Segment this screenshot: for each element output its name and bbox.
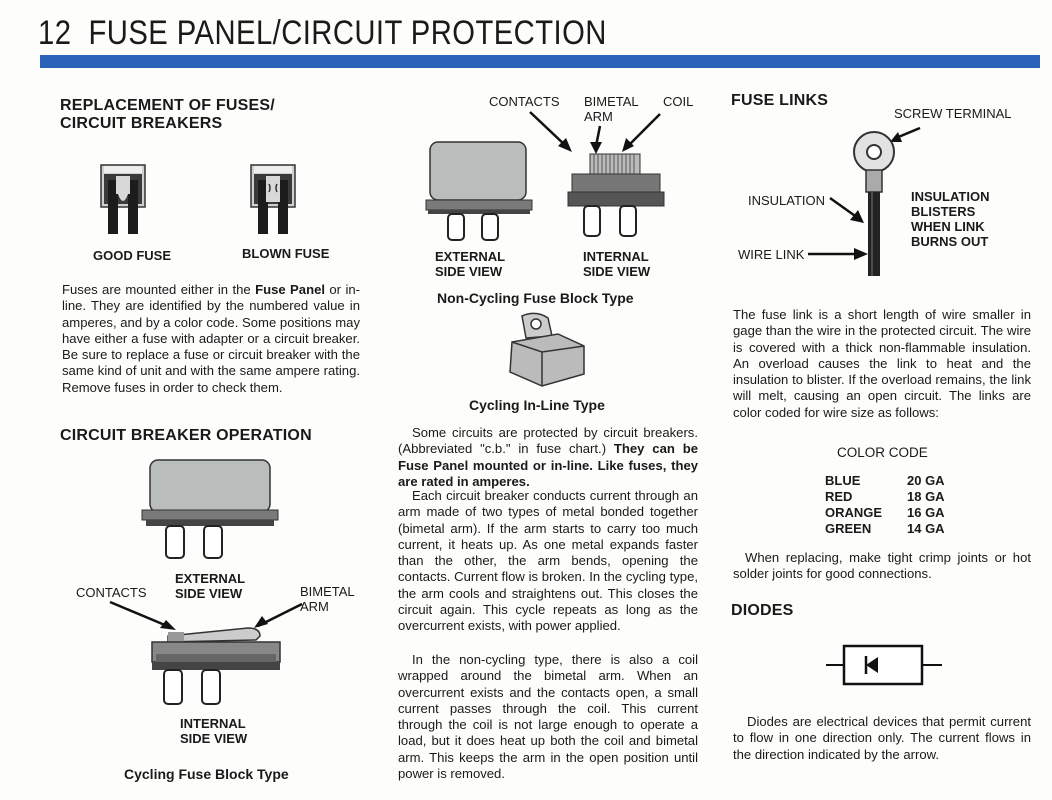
insulation-blisters-label: INSULATION BLISTERS WHEN LINK BURNS OUT — [911, 189, 990, 249]
diodes-paragraph: Diodes are electrical devices that permit current to flow in one direction only. The current flows in the direction indicated by the arrow. — [733, 714, 1031, 762]
color-code-gauge: 18 GA — [907, 489, 945, 504]
circuit-breaker-paragraph-2: Each circuit breaker conducts current through an arm made of two types of metal bonded together (bimetal arm). If the arm starts to carry too much current, it heats up. As one metal expands faster than the other, the arm bends, opening the contacts. Current flow is broken. In the cycling type, the arm cools and straightens out. This closes the circuit again. This cycle repeats as long as the overcurrent exists, with power applied. — [398, 488, 698, 634]
internal-side-view-label: INTERNAL SIDE VIEW — [180, 716, 248, 746]
circuit-breaker-paragraph-3: In the non-cycling type, there is also a coil wrapped around the bimetal arm. When an overcurrent exists and the contacts open, a small current passes through the coil. This current through the coil is not large enough to operate a load, but it does heat up both the coil and bimetal arm. This keeps the arm in the open position until power is removed. — [398, 652, 698, 782]
contacts-label-2: CONTACTS — [489, 94, 560, 109]
insulation-label: INSULATION — [748, 193, 826, 208]
cycling-breaker-internal-icon — [148, 614, 288, 710]
cycling-fuse-block-caption: Cycling Fuse Block Type — [124, 766, 289, 782]
page-title-text: FUSE PANEL/CIRCUIT PROTECTION — [88, 14, 607, 52]
non-cycling-internal-icon — [566, 148, 666, 242]
cycling-inline-caption: Cycling In-Line Type — [469, 397, 605, 413]
color-code-row — [825, 473, 945, 489]
contacts-label: CONTACTS — [76, 585, 147, 600]
non-cycling-external-icon — [424, 140, 534, 244]
internal-side-view-label-2: INTERNAL SIDE VIEW — [583, 249, 651, 279]
color-code-row — [825, 505, 945, 521]
arrow-icon — [828, 196, 878, 226]
color-code-color: GREEN — [825, 521, 872, 536]
color-code-row — [825, 521, 945, 537]
fuse-link-paragraph: The fuse link is a short length of wire smaller in gage than the wire in the protected circuit. The wire is covered with a thick non-flammable insulation. An overload causes the link to heat and the insulation to blister. If the overload remains, the link will melt, causing an open circuit. The links are color coded for wire size as follows: — [733, 307, 1031, 420]
bimetal-arm-label: BIMETAL ARM — [300, 584, 355, 614]
good-fuse-icon — [100, 164, 146, 236]
color-code-title: COLOR CODE — [837, 445, 928, 460]
wire-link-label: WIRE LINK — [738, 247, 805, 262]
color-code-table — [825, 473, 945, 537]
diode-icon — [826, 640, 942, 690]
bimetal-arm-label-2: BIMETAL ARM — [584, 94, 639, 124]
color-code-color: BLUE — [825, 473, 861, 488]
blown-fuse-icon — [250, 164, 296, 236]
page-title — [38, 14, 607, 53]
cycling-breaker-external-icon — [140, 456, 280, 566]
color-code-gauge: 14 GA — [907, 521, 945, 536]
external-side-view-label-2: EXTERNAL SIDE VIEW — [435, 249, 506, 279]
circuit-breaker-heading: CIRCUIT BREAKER OPERATION — [60, 427, 312, 444]
arrow-icon — [808, 248, 870, 262]
external-side-view-label: EXTERNAL SIDE VIEW — [175, 571, 246, 601]
replacement-heading: REPLACEMENT OF FUSES/ CIRCUIT BREAKERS — [60, 97, 275, 132]
header-bar — [40, 55, 1040, 68]
replacing-paragraph: When replacing, make tight crimp joints or hot solder joints for good connections. — [733, 550, 1031, 582]
color-code-gauge: 20 GA — [907, 473, 945, 488]
fuse-links-heading: FUSE LINKS — [731, 92, 829, 109]
fuse-paragraph: Fuses are mounted either in the Fuse Panel or in-line. They are identified by the numbered value in amperes, and by a color code. Some positions may have either a fuse with adapter or a circuit breaker. Be sure to replace a fuse or circuit breaker with the same kind of unit and with the same ampere rating. Remove fuses in order to check them. — [62, 282, 360, 395]
coil-label: COIL — [663, 94, 694, 109]
diodes-heading: DIODES — [731, 602, 794, 619]
color-code-color: RED — [825, 489, 853, 504]
non-cycling-caption: Non-Cycling Fuse Block Type — [437, 290, 634, 306]
circuit-breaker-paragraph-1: Some circuits are protected by circuit breakers. (Abbreviated "c.b." in fuse chart.) They can be Fuse Panel mounted or in-line. Like fuses, they are rated in amperes. — [398, 425, 699, 489]
inline-breaker-icon — [502, 312, 588, 394]
color-code-row — [825, 489, 945, 505]
blown-fuse-label: BLOWN FUSE — [242, 246, 330, 261]
good-fuse-label: GOOD FUSE — [93, 248, 172, 263]
page-number: 12 — [38, 14, 72, 52]
color-code-color: ORANGE — [825, 505, 883, 520]
color-code-gauge: 16 GA — [907, 505, 945, 520]
screw-terminal-label: SCREW TERMINAL — [894, 106, 1012, 121]
